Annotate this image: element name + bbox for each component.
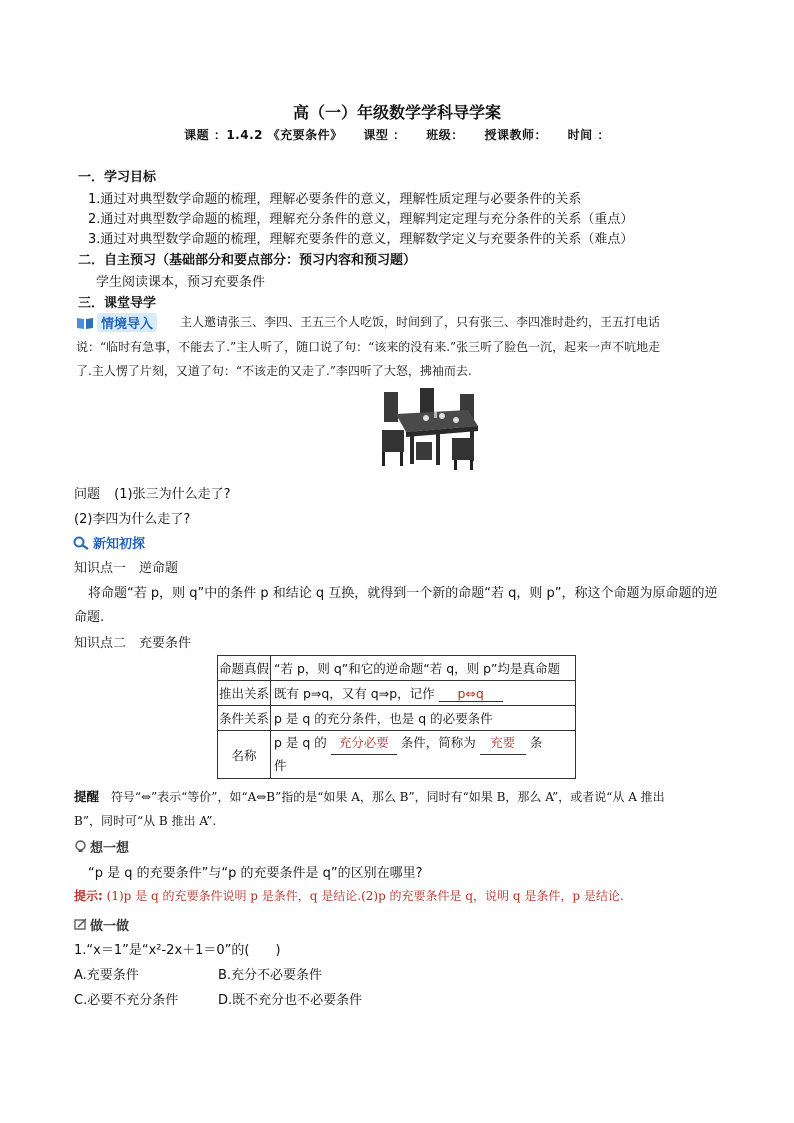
scene-badge-label: 情境导入: [97, 313, 157, 332]
row-label: 推出关系: [218, 681, 271, 706]
row-label: 命题真假: [218, 656, 271, 681]
doit-heading: [74, 915, 129, 934]
tip-line: [74, 787, 665, 805]
table-row: [218, 731, 576, 779]
answer-blank: 充要: [480, 732, 526, 755]
class-label: 班级：: [426, 128, 464, 142]
tip-label: 提醒: [74, 789, 100, 804]
option-a: A.充要条件: [74, 968, 139, 983]
row-label: 名称: [218, 731, 271, 779]
exercise-question: 1.“x＝1”是“x²-2x＋1＝0”的( ): [74, 943, 281, 958]
time-label: 时间 ：: [567, 128, 610, 142]
tip-text: 符号“⇔”表示“等价”，如“A⇔B”指的是“如果 A，那么 B”，同时有“如果 B，那么 A”，或者说“从 A 推出: [110, 790, 665, 804]
row-text: p 是 q 的充分条件，也是 q 的必要条件: [271, 706, 576, 731]
question-2: (2)李四为什么走了?: [74, 512, 191, 527]
dining-table-image: [376, 386, 488, 470]
pencil-icon: [74, 918, 87, 931]
topic-label: 课题 ：1.4.2 《充要条件》: [184, 128, 343, 142]
table-row: [218, 656, 576, 681]
lightbulb-icon: [74, 840, 87, 853]
sufficient-necessary-table: [217, 655, 576, 779]
teacher-label: 授课教师：: [484, 128, 547, 142]
page-title: 高（一）年级数学学科导学案: [292, 103, 501, 122]
learning-goals-heading: 一．学习目标: [78, 170, 157, 185]
row-text: “若 p，则 q”和它的逆命题“若 q，则 p”均是真命题: [271, 656, 576, 681]
scene-text: 了.主人愣了片刻，又道了句：“不该走的又走了.”李四听了大怒，拂袖而去.: [76, 364, 472, 378]
book-icon: [76, 316, 94, 330]
row-cell: [271, 731, 576, 779]
knowledge-1-heading: 知识点一 逆命题: [74, 561, 179, 576]
think-question: “p 是 q 的充要条件”与“p 的充要条件是 q”的区别在哪里?: [88, 866, 423, 881]
think-hint: [74, 887, 624, 904]
new-knowledge-badge: [72, 533, 145, 552]
option-b: B.充分不必要条件: [218, 968, 323, 983]
goal-item: 3.通过对典型数学命题的梳理，理解充要条件的意义，理解数学定义与充要条件的关系（难点）: [88, 232, 634, 247]
goal-item: 2.通过对典型数学命题的梳理，理解充分条件的意义，理解判定定理与充分条件的关系（重点）: [88, 212, 634, 227]
preview-body: 学生阅读课本，预习充要条件: [96, 275, 266, 290]
option-c: C.必要不充分条件: [74, 993, 179, 1008]
scene-badge: [76, 313, 157, 332]
scene-text: 说：“临时有急事，不能去了.”主人听了，随口说了句：“该来的没有来.”张三听了脸色一沉，起来一声不吭地走: [76, 340, 661, 354]
hint-label: 提示:: [74, 889, 103, 903]
answer-blank: 充分必要: [331, 732, 397, 755]
class-guide-heading: 三．课堂导学: [78, 296, 157, 311]
answer-blank: p⇔q: [439, 686, 503, 702]
knowledge-2-heading: 知识点二 充要条件: [74, 636, 192, 651]
row-label: 条件关系: [218, 706, 271, 731]
think-heading: [74, 837, 129, 856]
think-title: 想一想: [90, 841, 130, 856]
new-knowledge-label: 新知初探: [93, 537, 146, 552]
row-cell: [271, 681, 576, 706]
tip-text: B”，同时可“从 B 推出 A”.: [74, 814, 217, 828]
option-d: D.既不充分也不必要条件: [218, 993, 363, 1008]
scene-text: 主人邀请张三、李四、王五三个人吃饭，时间到了，只有张三、李四准时赴约，王五打电话: [180, 315, 661, 329]
row-text: 既有 p⇒q，又有 q⇒p，记作: [274, 686, 435, 701]
doit-title: 做一做: [90, 919, 130, 934]
question-1-text: (1)张三为什么走了?: [114, 487, 231, 502]
goal-item: 1.通过对典型数学命题的梳理，理解必要条件的意义，理解性质定理与必要条件的关系: [88, 192, 582, 207]
table-row: [218, 706, 576, 731]
knowledge-1-text: 将命题“若 p，则 q”中的条件 p 和结论 q 互换，就得到一个新的命题“若 q，则 p”，称这个命题为原命题的逆: [88, 586, 718, 601]
type-label: 课型 ：: [363, 128, 406, 142]
preview-heading: 二．自主预习（基础部分和要点部分：预习内容和预习题）: [78, 253, 417, 268]
row-text: 条件，简称为: [400, 735, 476, 750]
magnifier-icon: [72, 536, 90, 550]
knowledge-1-text: 命题.: [74, 610, 105, 625]
lesson-meta: [0, 126, 794, 143]
row-text: 条: [529, 735, 543, 750]
row-text: p 是 q 的: [274, 735, 327, 750]
question-label: 问题: [74, 487, 101, 502]
question-1: [74, 483, 230, 502]
table-row: [218, 681, 576, 706]
row-text: 件: [274, 758, 287, 773]
hint-text: (1)p 是 q 的充要条件说明 p 是条件，q 是结论.(2)p 的充要条件是 q，说明 q 是条件，p 是结论.: [106, 889, 624, 903]
